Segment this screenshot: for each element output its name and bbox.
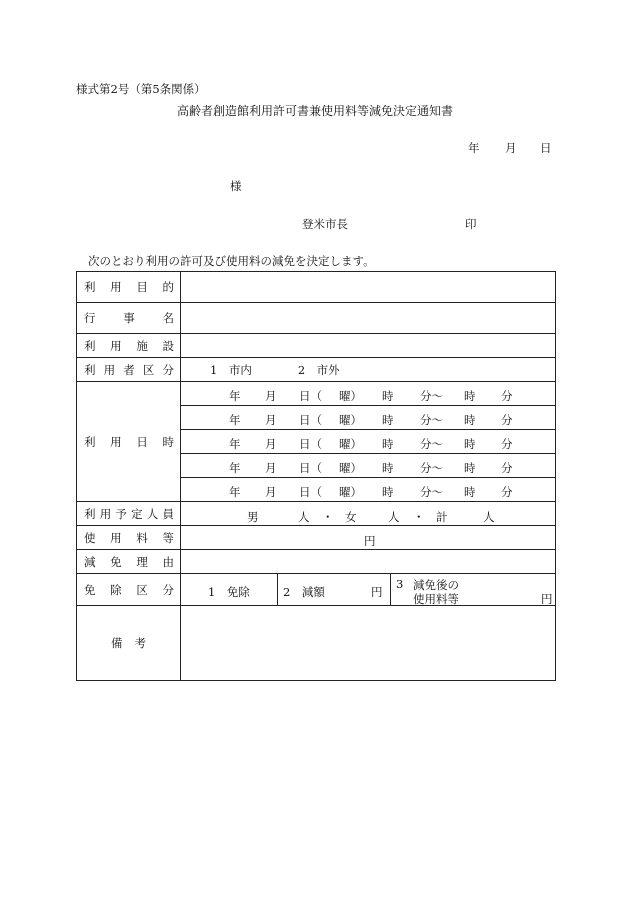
datetime-weekday-close: 曜） [339, 413, 362, 427]
row-fees [77, 526, 556, 550]
label-exemption [77, 574, 181, 606]
label-char: 利 [84, 362, 96, 377]
label-char: 員 [162, 506, 174, 521]
label-char: 利 [84, 280, 96, 294]
datetime-day-open: 日（ [299, 461, 322, 475]
attendance-total-unit: 人 [483, 510, 495, 524]
datetime-weekday-close: 曜） [339, 437, 362, 451]
label-char: 設 [162, 338, 174, 353]
datetime-day-open: 日（ [299, 413, 322, 427]
date-day: 日 [540, 141, 552, 155]
datetime-minute: 分 [501, 389, 513, 403]
datetime-minute: 分 [501, 485, 513, 499]
datetime-line[interactable] [181, 478, 555, 501]
label-purpose [77, 272, 181, 303]
datetime-year: 年 [229, 413, 241, 427]
datetime-minute: 分 [501, 413, 513, 427]
fees-value[interactable] [181, 526, 556, 550]
row-user-category [77, 358, 556, 382]
attendance-male: 男 [247, 510, 259, 524]
intro-text: 次のとおり利用の許可及び使用料の減免を決定します。 [88, 254, 375, 268]
date-month: 月 [505, 141, 517, 155]
exemption-exempt-cell[interactable] [181, 574, 278, 605]
label-char: 利 [84, 434, 96, 449]
label-char: 考 [134, 636, 146, 650]
label-char: 用 [103, 362, 116, 377]
label-char: 免 [110, 554, 122, 569]
attendance-separator: ・ [322, 510, 334, 524]
attendance-female-unit: 人 [388, 510, 400, 524]
datetime-day-open: 日（ [299, 389, 322, 403]
exemption-after-line2: 使用料等 [413, 592, 459, 606]
datetime-year: 年 [229, 389, 241, 403]
exemption-after-unit: 円 [541, 592, 553, 606]
datetime-hour: 時 [382, 389, 394, 403]
option-out-city[interactable]: 2 市外 [297, 362, 340, 377]
label-char: 用 [110, 338, 122, 353]
datetime-line[interactable] [181, 382, 555, 406]
row-notes [77, 606, 556, 681]
form-number: 様式第2号（第5条関係） [76, 82, 206, 96]
row-usage-datetime [77, 382, 556, 502]
datetime-minute-tilde: 分～ [420, 485, 443, 499]
datetime-hour2: 時 [464, 461, 476, 475]
document-title: 高齢者創造館利用許可書兼使用料等減免決定通知書 [176, 104, 453, 118]
row-attendance [77, 502, 556, 526]
datetime-year: 年 [229, 485, 241, 499]
issuer-name: 登米市長 [302, 217, 348, 231]
label-char: 区 [142, 362, 155, 377]
datetime-minute-tilde: 分～ [420, 437, 443, 451]
datetime-minute-tilde: 分～ [420, 389, 443, 403]
exemption-after-number: 3 [396, 577, 404, 591]
attendance-separator: ・ [413, 510, 425, 524]
label-char: 理 [136, 554, 148, 569]
attendance-fields [181, 502, 556, 526]
datetime-minute: 分 [501, 461, 513, 475]
label-char: 定 [131, 506, 143, 521]
datetime-line[interactable] [181, 406, 555, 430]
label-char: 用 [110, 530, 122, 545]
label-char: 人 [146, 506, 159, 521]
purpose-value[interactable] [181, 272, 556, 303]
datetime-year: 年 [229, 461, 241, 475]
label-char: 利 [84, 506, 96, 521]
datetime-minute-tilde: 分～ [420, 461, 443, 475]
label-char: 日 [136, 434, 148, 449]
datetime-weekday-close: 曜） [339, 389, 362, 403]
notes-value[interactable] [181, 606, 556, 681]
label-char: 使 [84, 530, 96, 545]
row-event [77, 303, 556, 334]
label-event [77, 303, 181, 334]
fee-unit: 円 [364, 534, 376, 548]
datetime-minute: 分 [501, 437, 513, 451]
exemption-exempt: 1 免除 [208, 585, 250, 599]
label-char: 時 [162, 434, 174, 449]
datetime-month: 月 [265, 389, 277, 403]
exemption-after-line1: 減免後の [413, 578, 459, 592]
datetime-hour2: 時 [464, 389, 476, 403]
row-facility [77, 334, 556, 358]
datetime-hour: 時 [382, 437, 394, 451]
label-char: 料 [136, 530, 148, 545]
label-char: 用 [99, 506, 112, 521]
label-char: 除 [110, 582, 122, 597]
exemption-fields [181, 574, 556, 606]
row-exemption [77, 574, 556, 606]
datetime-weekday-close: 曜） [339, 461, 362, 475]
label-char: 分 [162, 582, 174, 597]
row-purpose [77, 272, 556, 303]
label-facility [77, 334, 181, 358]
attendance-female: 女 [345, 510, 357, 524]
event-value[interactable] [181, 303, 556, 334]
datetime-month: 月 [265, 461, 277, 475]
label-attendance [77, 502, 181, 526]
datetime-hour2: 時 [464, 413, 476, 427]
attendance-total: 計 [436, 510, 448, 524]
label-char: 行 [84, 311, 96, 325]
label-char: 区 [136, 582, 148, 597]
label-char: 事 [123, 311, 135, 325]
permit-form-table [76, 271, 556, 681]
facility-value[interactable] [181, 334, 556, 358]
label-char: 利 [84, 338, 96, 353]
label-char: 分 [162, 362, 174, 377]
datetime-hour: 時 [382, 461, 394, 475]
usage-datetime-lines [181, 382, 556, 502]
exemption-reduce-cell[interactable] [278, 574, 391, 605]
row-reduction-reason [77, 550, 556, 574]
label-char: 的 [162, 280, 174, 294]
datetime-hour2: 時 [464, 437, 476, 451]
label-char: 名 [162, 311, 174, 325]
reduction-reason-value[interactable] [181, 550, 556, 574]
datetime-year: 年 [229, 437, 241, 451]
label-usage-datetime [77, 382, 181, 502]
datetime-hour: 時 [382, 485, 394, 499]
label-fees [77, 526, 181, 550]
label-notes [77, 606, 181, 681]
label-char: 等 [162, 530, 174, 545]
datetime-day-open: 日（ [299, 437, 322, 451]
datetime-line[interactable] [181, 430, 555, 454]
attendance-male-unit: 人 [298, 510, 310, 524]
addressee-suffix: 様 [230, 179, 242, 193]
exemption-after-cell[interactable] [391, 574, 555, 605]
label-char: 減 [84, 554, 96, 569]
datetime-minute-tilde: 分～ [420, 413, 443, 427]
label-char: 予 [115, 506, 127, 521]
label-char: 者 [123, 362, 135, 377]
label-char: 免 [84, 582, 96, 597]
datetime-hour2: 時 [464, 485, 476, 499]
exemption-reduce: 2 減額 [283, 585, 325, 599]
label-char: 由 [162, 554, 174, 569]
datetime-hour: 時 [382, 413, 394, 427]
datetime-weekday-close: 曜） [339, 485, 362, 499]
datetime-day-open: 日（ [299, 485, 322, 499]
label-char: 目 [136, 280, 148, 294]
datetime-month: 月 [265, 437, 277, 451]
label-reduction-reason [77, 550, 181, 574]
datetime-month: 月 [265, 485, 277, 499]
label-char: 施 [136, 338, 148, 353]
label-char: 用 [110, 434, 122, 449]
seal-mark: 印 [465, 217, 477, 231]
label-char: 備 [111, 636, 123, 650]
label-user-category [77, 358, 181, 382]
exemption-reduce-unit: 円 [371, 585, 383, 599]
option-in-city[interactable]: 1 市内 [210, 362, 252, 377]
label-char: 用 [110, 280, 122, 294]
datetime-month: 月 [265, 413, 277, 427]
user-category-options [181, 358, 556, 382]
datetime-line[interactable] [181, 454, 555, 478]
date-year: 年 [468, 141, 480, 155]
